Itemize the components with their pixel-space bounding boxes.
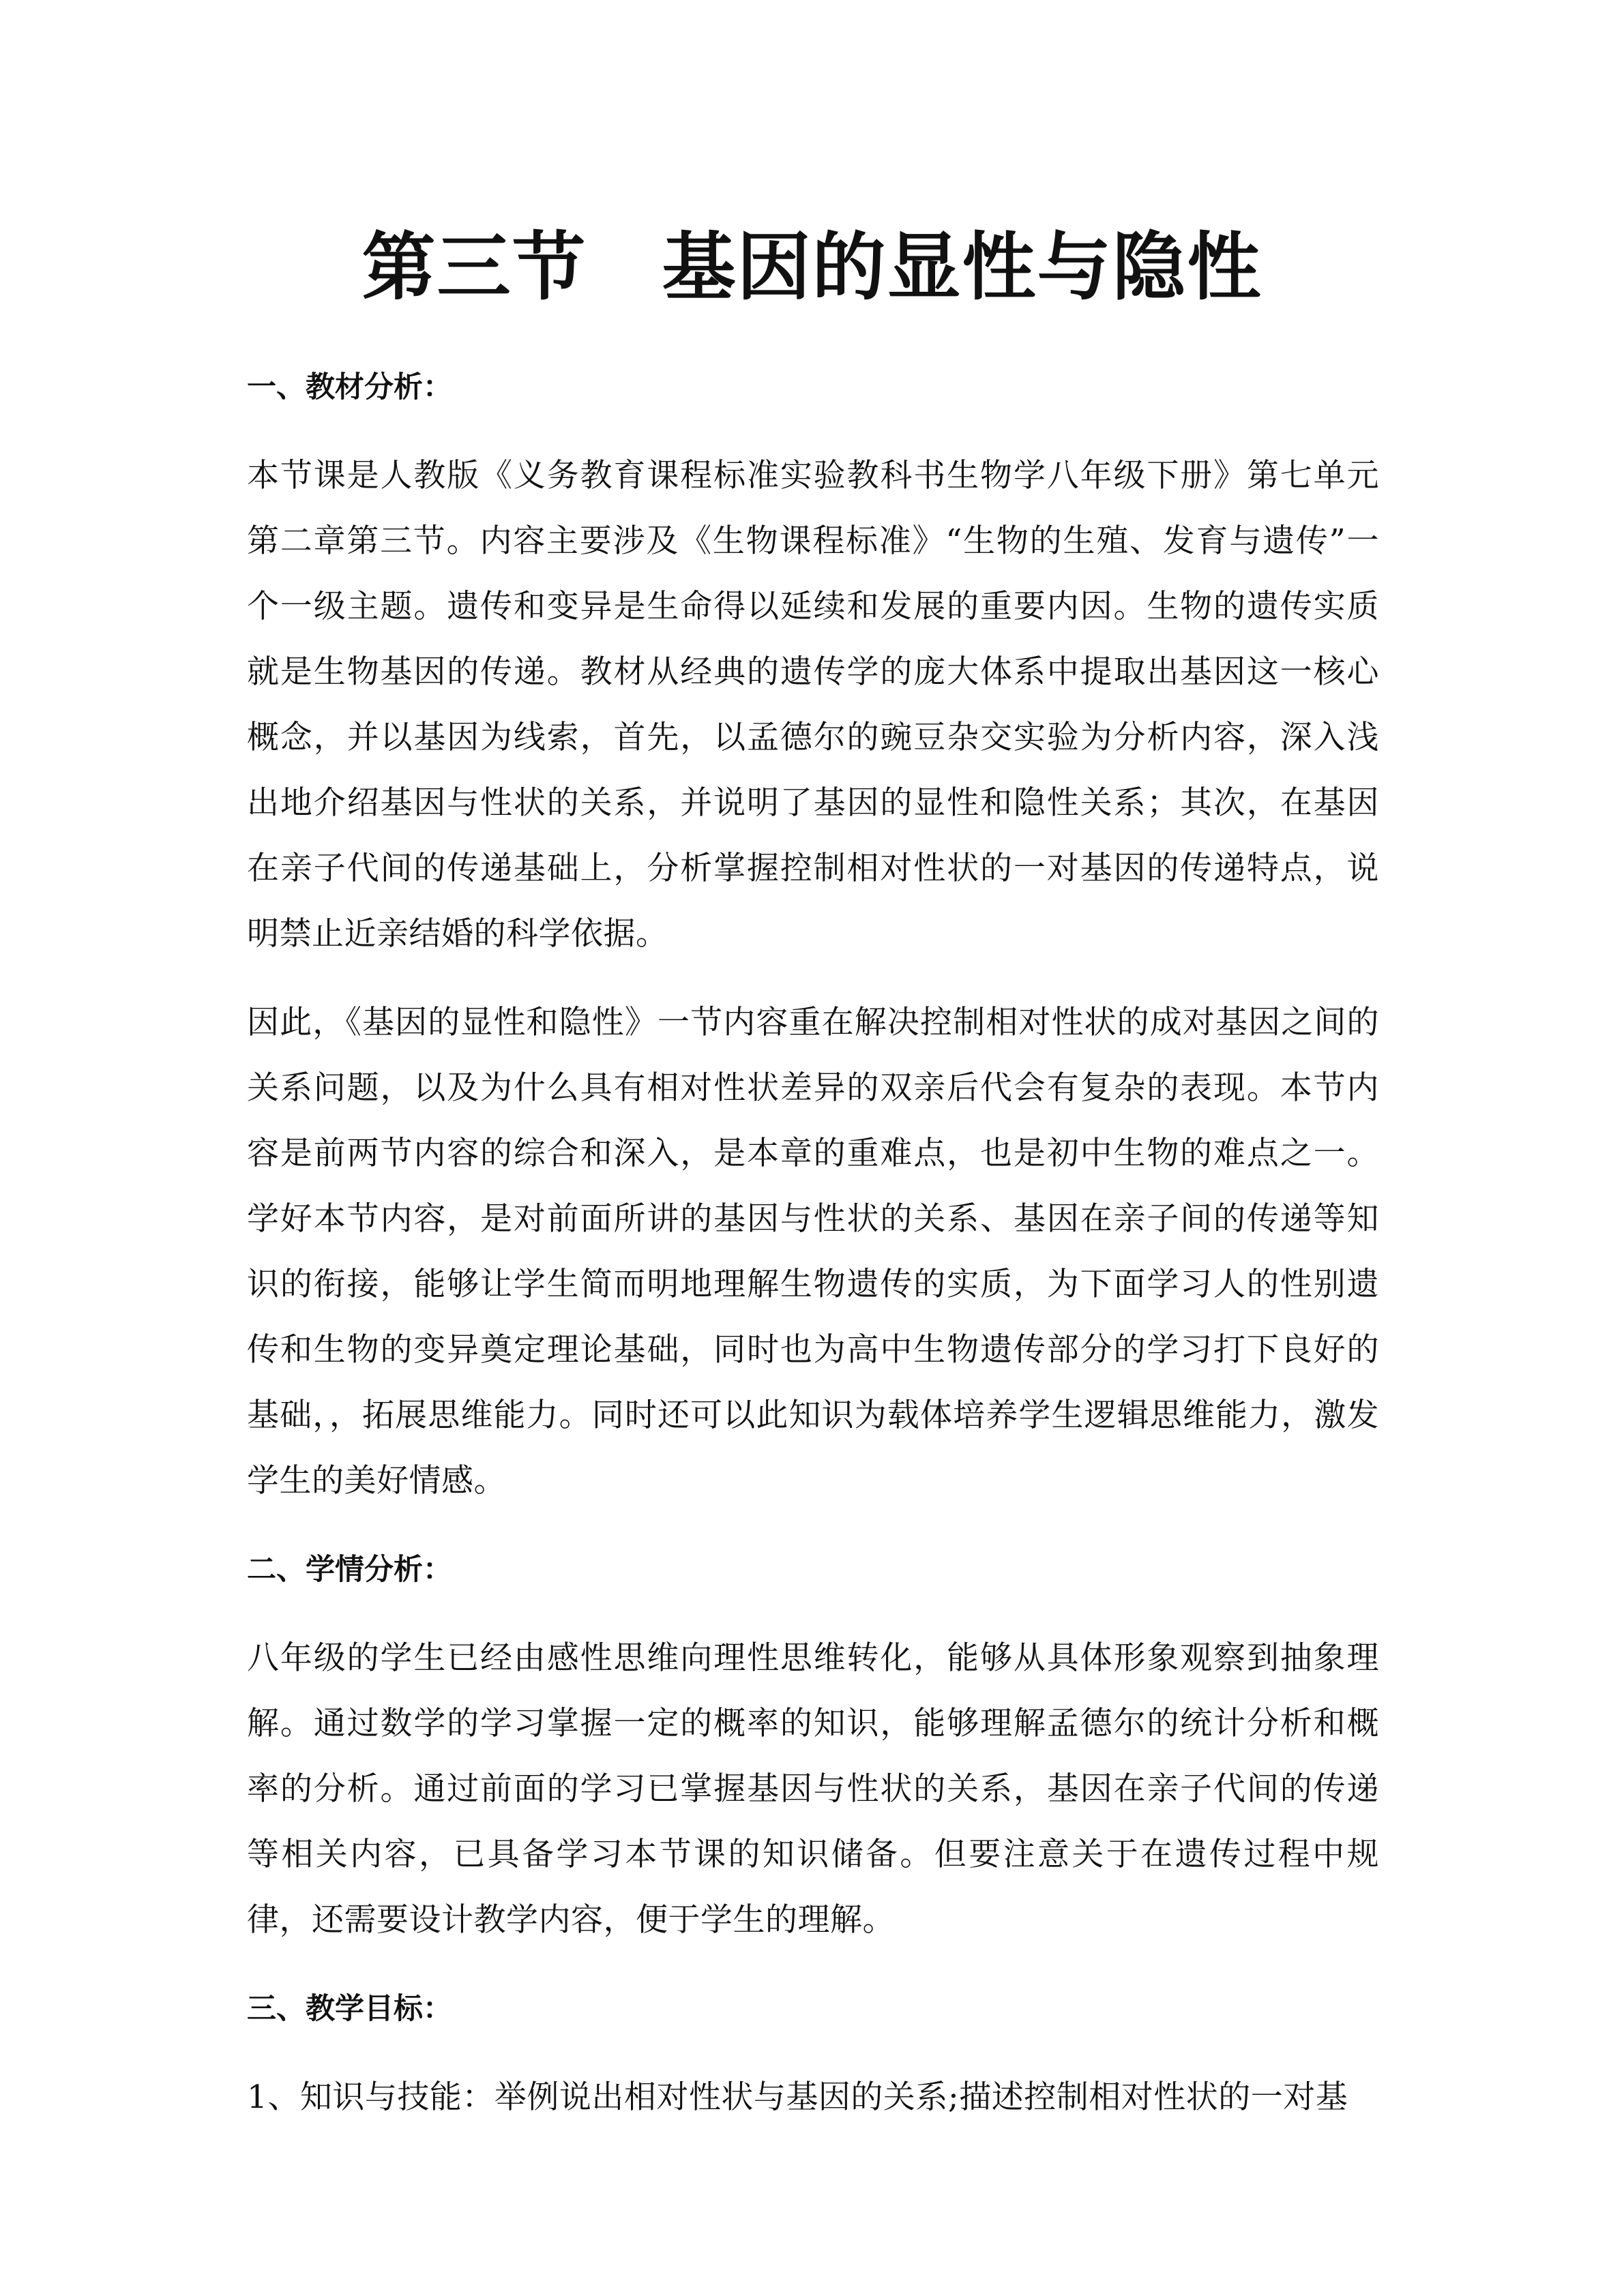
section-teaching-objectives [247,1976,1379,2130]
section-heading: 一、教材分析： [247,370,452,404]
paragraph: 因此，《基因的显性和隐性》一节内容重在解决控制相对性状的成对基因之间的关系问题，以及为什么具有相对性状差异的双亲后代会有复杂的表现。本节内容是前两节内容的综合和深入，是本章的重难点，也是初中生物的难点之一。学好本节内容，是对前面所讲的基因与性状的关系、基因在亲子间的传递等知识的衔接，能够让学生简而明地理解生物遗传的实质，为下面学习人的性别遗传和生物的变异奠定理论基础，同时也为高中生物遗传部分的学习打下良好的基础，，拓展思维能力。同时还可以此知识为载体培养学生逻辑思维能力，激发学生的美好情感。 [247,1004,1379,1500]
document-body [247,355,1379,2130]
paragraph: 八年级的学生已经由感性思维向理性思维转化，能够从具体形象观察到抽象理解。通过数学的学习掌握一定的概率的知识，能够理解孟德尔的统计分析和概率的分析。通过前面的学习已掌握基因与性状的关系，基因在亲子代间的传递等相关内容，已具备学习本节课的知识储备。但要注意关于在遗传过程中规律，还需要设计教学内容，便于学生的理解。 [247,1639,1379,1939]
section-heading: 二、学情分析： [247,1553,452,1587]
section-textbook-analysis [247,355,1379,1514]
paragraph: 1、知识与技能：举例说出相对性状与基因的关系;描述控制相对性状的一对基 [247,2078,1348,2116]
section-heading: 三、教学目标： [247,1992,452,2026]
paragraph: 本节课是人教版《义务教育课程标准实验教科书生物学八年级下册》第七单元第二章第三节。内容主要涉及《生物课程标准》“生物的生殖、发育与遗传”一个一级主题。遗传和变异是生命得以延续和发展的重要内因。生物的遗传实质就是生物基因的传递。教材从经典的遗传学的庞大体系中提取出基因这一核心概念，并以基因为线索，首先，以孟德尔的豌豆杂交实验为分析内容，深入浅出地介绍基因与性状的关系，并说明了基因的显性和隐性关系；其次，在基因在亲子代间的传递基础上，分析掌握控制相对性状的一对基因的传递特点，说明禁止近亲结婚的科学依据。 [247,457,1379,953]
section-student-analysis [247,1537,1379,1953]
document-title: 第三节 基因的显性与隐性 [361,225,1263,310]
